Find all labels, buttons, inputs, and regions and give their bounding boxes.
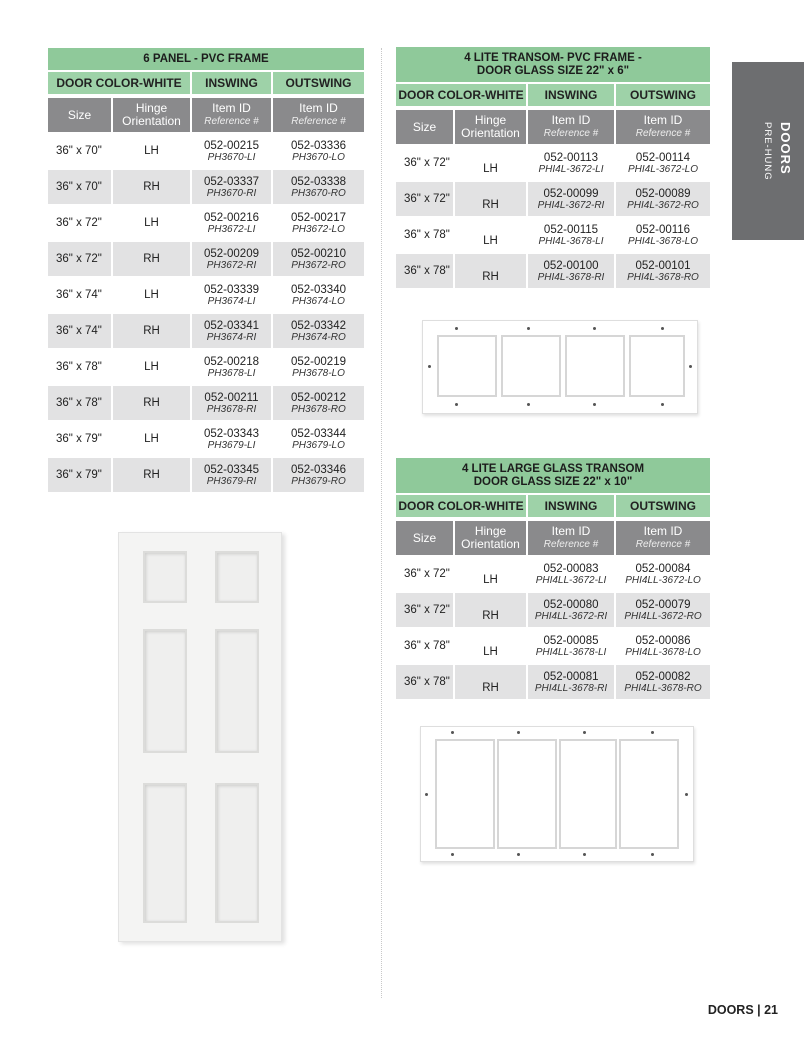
size-cell: 36" x 74" [48, 312, 111, 348]
hinge-header: Hinge Orientation [453, 110, 526, 144]
hinge-cell: LH [453, 555, 526, 591]
inswing-item-cell: 052-03339 PH3674-LI [190, 276, 271, 312]
inswing-item-cell: 052-00080 PHI4LL-3672-RI [526, 591, 614, 627]
table-row [396, 663, 710, 699]
table-body [396, 144, 710, 288]
hinge-cell: RH [111, 240, 190, 276]
size-cell: 36" x 72" [396, 180, 453, 216]
door-color-label: DOOR COLOR-WHITE [48, 70, 190, 94]
outswing-label: OUTSWING [271, 70, 364, 94]
size-cell: 36" x 78" [48, 384, 111, 420]
door-color-label: DOOR COLOR-WHITE [396, 493, 526, 517]
inswing-label: INSWING [190, 70, 271, 94]
outswing-item-cell: 052-00082 PHI4LL-3678-RO [614, 663, 710, 699]
size-header: Size [396, 521, 453, 555]
hinge-cell: LH [111, 348, 190, 384]
hinge-cell: RH [111, 456, 190, 492]
table-row [48, 312, 364, 348]
size-cell: 36" x 78" [396, 216, 453, 252]
table-title: 6 PANEL - PVC FRAME [48, 48, 364, 70]
size-header: Size [48, 98, 111, 132]
inswing-item-header: Item ID Reference # [526, 110, 614, 144]
hinge-cell: LH [111, 276, 190, 312]
size-cell: 36" x 70" [48, 132, 111, 168]
inswing-item-cell: 052-00211 PH3678-RI [190, 384, 271, 420]
hinge-cell: LH [453, 216, 526, 252]
table-body [48, 132, 364, 492]
table-row [48, 276, 364, 312]
hinge-cell: RH [453, 591, 526, 627]
inswing-item-header: Item ID Reference # [526, 521, 614, 555]
hinge-cell: RH [111, 168, 190, 204]
inswing-item-cell: 052-00218 PH3678-LI [190, 348, 271, 384]
inswing-item-cell: 052-00100 PHI4L-3678-RI [526, 252, 614, 288]
hinge-cell: LH [453, 627, 526, 663]
size-cell: 36" x 72" [396, 555, 453, 591]
size-cell: 36" x 72" [396, 144, 453, 180]
large-transom-frame-image [420, 726, 694, 862]
outswing-item-cell: 052-00114 PHI4L-3672-LO [614, 144, 710, 180]
outswing-item-cell: 052-00219 PH3678-LO [271, 348, 364, 384]
inswing-item-cell: 052-00099 PHI4L-3672-RI [526, 180, 614, 216]
outswing-item-cell: 052-00089 PHI4L-3672-RO [614, 180, 710, 216]
inswing-label: INSWING [526, 82, 614, 106]
hinge-cell: RH [453, 252, 526, 288]
outswing-item-header: Item ID Reference # [614, 110, 710, 144]
inswing-item-cell: 052-00085 PHI4LL-3678-LI [526, 627, 614, 663]
size-cell: 36" x 78" [396, 627, 453, 663]
outswing-item-cell: 052-00084 PHI4LL-3672-LO [614, 555, 710, 591]
page-footer: DOORS | 21 [707, 1003, 778, 1017]
six-panel-door-image [118, 532, 282, 942]
size-cell: 36" x 72" [48, 240, 111, 276]
table-title: 4 LITE LARGE GLASS TRANSOM DOOR GLASS SIZE 22" x 10" [396, 458, 710, 493]
hinge-cell: LH [111, 132, 190, 168]
outswing-label: OUTSWING [614, 493, 710, 517]
size-cell: 36" x 78" [396, 663, 453, 699]
outswing-item-cell: 052-00079 PHI4LL-3672-RO [614, 591, 710, 627]
inswing-item-cell: 052-03337 PH3670-RI [190, 168, 271, 204]
outswing-item-cell: 052-00217 PH3672-LO [271, 204, 364, 240]
table-row [48, 456, 364, 492]
size-cell: 36" x 72" [48, 204, 111, 240]
inswing-item-cell: 052-00113 PHI4L-3672-LI [526, 144, 614, 180]
table-row [48, 420, 364, 456]
hinge-cell: RH [453, 180, 526, 216]
table-row [48, 204, 364, 240]
inswing-item-cell: 052-03345 PH3679-RI [190, 456, 271, 492]
outswing-item-header: Item ID Reference # [271, 98, 364, 132]
hinge-cell: RH [453, 663, 526, 699]
section-subtitle: PRE-HUNG [762, 122, 773, 181]
table-row [48, 384, 364, 420]
table-4-lite-large-transom [396, 458, 710, 699]
outswing-item-cell: 052-03336 PH3670-LO [271, 132, 364, 168]
inswing-item-cell: 052-00209 PH3672-RI [190, 240, 271, 276]
inswing-item-header: Item ID Reference # [190, 98, 271, 132]
table-title: 4 LITE TRANSOM- PVC FRAME - DOOR GLASS SIZE 22" x 6" [396, 47, 710, 82]
size-header: Size [396, 110, 453, 144]
inswing-item-cell: 052-00081 PHI4LL-3678-RI [526, 663, 614, 699]
outswing-item-cell: 052-00116 PHI4L-3678-LO [614, 216, 710, 252]
table-row [396, 252, 710, 288]
outswing-item-cell: 052-03342 PH3674-RO [271, 312, 364, 348]
hinge-header: Hinge Orientation [111, 98, 190, 132]
inswing-item-cell: 052-03341 PH3674-RI [190, 312, 271, 348]
size-cell: 36" x 74" [48, 276, 111, 312]
outswing-item-cell: 052-03346 PH3679-RO [271, 456, 364, 492]
table-row [396, 555, 710, 591]
section-tab [732, 62, 804, 240]
table-row [48, 240, 364, 276]
table-row [48, 348, 364, 384]
transom-frame-image [422, 320, 698, 414]
table-body [396, 555, 710, 699]
inswing-item-cell: 052-00216 PH3672-LI [190, 204, 271, 240]
outswing-item-cell: 052-00210 PH3672-RO [271, 240, 364, 276]
outswing-item-cell: 052-00212 PH3678-RO [271, 384, 364, 420]
table-row [396, 591, 710, 627]
hinge-header: Hinge Orientation [453, 521, 526, 555]
table-row [396, 180, 710, 216]
section-title: DOORS [778, 122, 793, 175]
size-cell: 36" x 79" [48, 456, 111, 492]
table-4-lite-transom [396, 47, 710, 288]
inswing-item-cell: 052-00083 PHI4LL-3672-LI [526, 555, 614, 591]
table-row [48, 132, 364, 168]
size-cell: 36" x 79" [48, 420, 111, 456]
table-6-panel [48, 48, 364, 492]
inswing-item-cell: 052-03343 PH3679-LI [190, 420, 271, 456]
table-row [396, 216, 710, 252]
table-row [48, 168, 364, 204]
outswing-item-cell: 052-03338 PH3670-RO [271, 168, 364, 204]
table-row [396, 144, 710, 180]
hinge-cell: RH [111, 312, 190, 348]
outswing-item-cell: 052-00086 PHI4LL-3678-LO [614, 627, 710, 663]
outswing-item-cell: 052-03344 PH3679-LO [271, 420, 364, 456]
table-row [396, 627, 710, 663]
inswing-item-cell: 052-00115 PHI4L-3678-LI [526, 216, 614, 252]
door-color-label: DOOR COLOR-WHITE [396, 82, 526, 106]
hinge-cell: RH [111, 384, 190, 420]
size-cell: 36" x 78" [396, 252, 453, 288]
outswing-item-cell: 052-00101 PHI4L-3678-RO [614, 252, 710, 288]
inswing-label: INSWING [526, 493, 614, 517]
hinge-cell: LH [453, 144, 526, 180]
hinge-cell: LH [111, 204, 190, 240]
inswing-item-cell: 052-00215 PH3670-LI [190, 132, 271, 168]
size-cell: 36" x 70" [48, 168, 111, 204]
outswing-item-cell: 052-03340 PH3674-LO [271, 276, 364, 312]
outswing-item-header: Item ID Reference # [614, 521, 710, 555]
size-cell: 36" x 72" [396, 591, 453, 627]
outswing-label: OUTSWING [614, 82, 710, 106]
column-divider [381, 48, 382, 998]
hinge-cell: LH [111, 420, 190, 456]
size-cell: 36" x 78" [48, 348, 111, 384]
